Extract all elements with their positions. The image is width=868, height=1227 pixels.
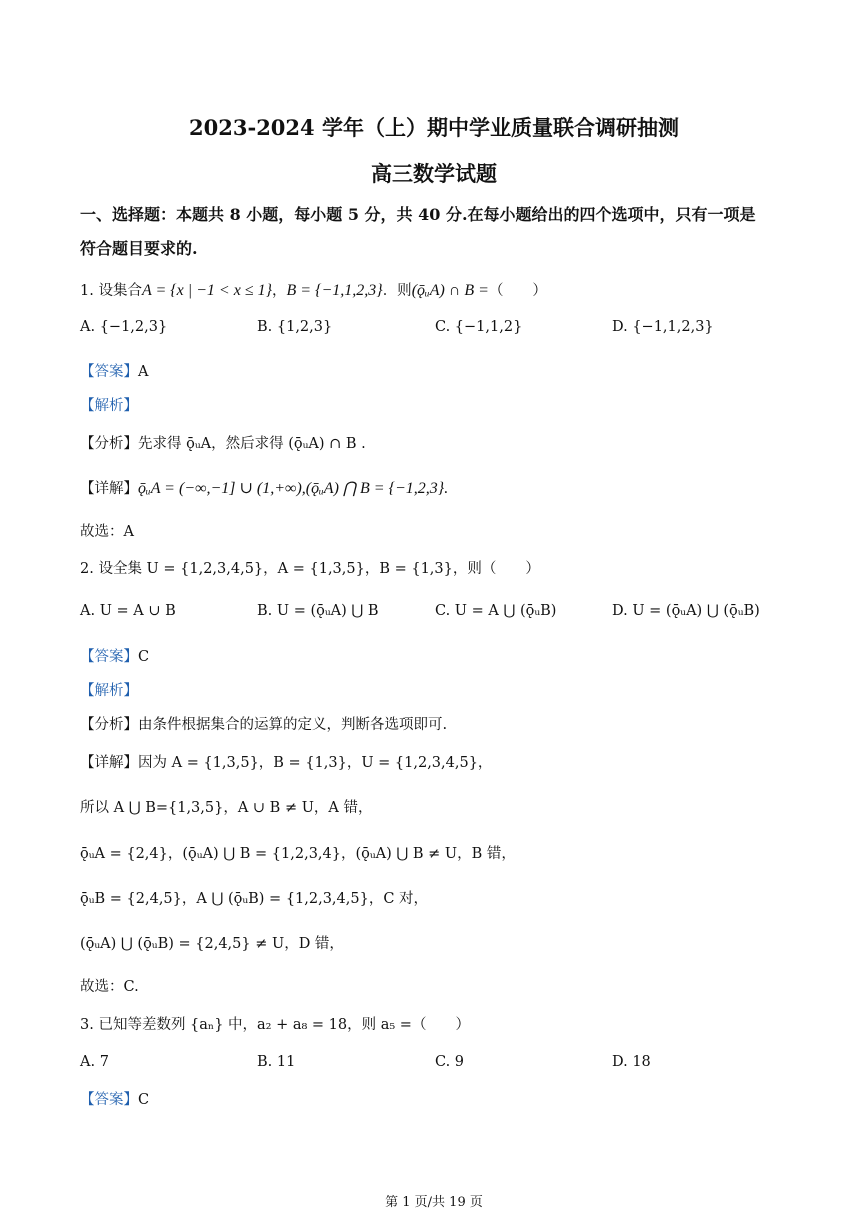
- q3-option-b: B. 11: [257, 1054, 296, 1070]
- q3-answer: [80, 1088, 149, 1109]
- q3-option-a: A. 7: [80, 1054, 109, 1070]
- answer-tag: 【答案】: [80, 649, 138, 665]
- q1-sep1: ，: [272, 283, 287, 299]
- q2-line-2: ǭᵤA = {2,4}，(ǭᵤA) ⋃ B = {1,2,3,4}，(ǭᵤA) ⋃ B ≠ U，B 错，: [80, 846, 516, 862]
- q1-option-b: B. {1,2,3}: [257, 319, 333, 335]
- q2-answer: [80, 645, 149, 666]
- q1-xiangjie-text: ǭᵤA = (−∞,−1] ∪ (1,+∞),(ǭᵤA) ⋂ B = {−1,2,3}.: [138, 480, 449, 497]
- q1-answer-value: A: [138, 364, 149, 380]
- q2-fenxi: [80, 713, 447, 734]
- analysis-tag: 【解析】: [80, 398, 138, 414]
- q2-answer-value: C: [138, 649, 150, 665]
- xiangjie-tag: 【详解】: [80, 481, 138, 497]
- fenxi-tag: 【分析】: [80, 436, 138, 452]
- q2-line-4: (ǭᵤA) ⋃ (ǭᵤB) = {2,4,5} ≠ U，D 错，: [80, 936, 344, 952]
- q1-set-a: A = {x | −1 < x ≤ 1}: [141, 282, 273, 299]
- q1-fenxi: [80, 432, 366, 453]
- q2-conclusion: 故选：C.: [80, 979, 139, 995]
- q3-answer-value: C: [138, 1092, 150, 1108]
- q1-fenxi-text: 先求得 ǭᵤA，然后求得 (ǭᵤA) ∩ B .: [138, 436, 366, 452]
- q2-fenxi-text: 由条件根据集合的运算的定义，判断各选项即可.: [138, 717, 448, 733]
- q1-ask: (ǭᵤA) ∩ B =: [411, 282, 489, 299]
- answer-tag: 【答案】: [80, 364, 138, 380]
- q2-xiangjie: [80, 751, 492, 772]
- q1-xiangjie: [80, 477, 448, 498]
- q1-analysis: [80, 394, 138, 415]
- document-title: 2023-2024 学年（上）期中学业质量联合调研抽测: [189, 115, 679, 140]
- fenxi-tag: 【分析】: [80, 717, 138, 733]
- q3-option-d: D. 18: [612, 1054, 651, 1070]
- q3-stem: 3. 已知等差数列 {aₙ} 中，a₂ + a₈ = 18，则 a₅ =（ ）: [80, 1017, 470, 1033]
- q1-sep2: ．则: [382, 283, 412, 299]
- q2-analysis: [80, 679, 138, 700]
- q3-option-c: C. 9: [435, 1054, 465, 1070]
- answer-tag: 【答案】: [80, 1092, 138, 1108]
- document-subtitle: 高三数学试题: [371, 161, 497, 186]
- q1-paren: （ ）: [488, 283, 547, 299]
- q2-line-1: 所以 A ⋃ B={1,3,5}，A ∪ B ≠ U，A 错，: [80, 800, 373, 816]
- q1-option-d: D. {−1,1,2,3}: [612, 319, 714, 335]
- q2-option-d: D. U = (ǭᵤA) ⋃ (ǭᵤB): [612, 603, 760, 619]
- section-heading-cont: 符合题目要求的.: [80, 239, 198, 258]
- page-footer: 第 1 页/共 19 页: [385, 1195, 483, 1210]
- q1-option-c: C. {−1,1,2}: [435, 319, 523, 335]
- q2-option-b: B. U = (ǭᵤA) ⋃ B: [257, 603, 379, 619]
- section-heading: 一、选择题：本题共 8 小题，每小题 5 分，共 40 分.在每小题给出的四个选项中，只有一项是: [80, 205, 756, 224]
- q2-option-c: C. U = A ⋃ (ǭᵤB): [435, 603, 557, 619]
- xiangjie-tag: 【详解】: [80, 755, 138, 771]
- q1-stem-label: 1. 设集合: [80, 283, 142, 299]
- analysis-tag: 【解析】: [80, 683, 138, 699]
- q2-line-3: ǭᵤB = {2,4,5}，A ⋃ (ǭᵤB) = {1,2,3,4,5}，C 对，: [80, 891, 429, 907]
- q2-option-a: A. U = A ∪ B: [80, 603, 176, 619]
- q2-xiangjie-text: 因为 A = {1,3,5}，B = {1,3}，U = {1,2,3,4,5}，: [138, 755, 493, 771]
- q1-option-a: A. {−1,2,3}: [80, 319, 168, 335]
- q2-stem: 2. 设全集 U = {1,2,3,4,5}，A = {1,3,5}，B = {1,3}，则（ ）: [80, 561, 540, 577]
- q1-set-b: B = {−1,1,2,3}: [286, 282, 383, 299]
- q1-stem: [80, 279, 547, 300]
- q1-conclusion: 故选：A: [80, 524, 134, 540]
- q1-answer: [80, 360, 148, 381]
